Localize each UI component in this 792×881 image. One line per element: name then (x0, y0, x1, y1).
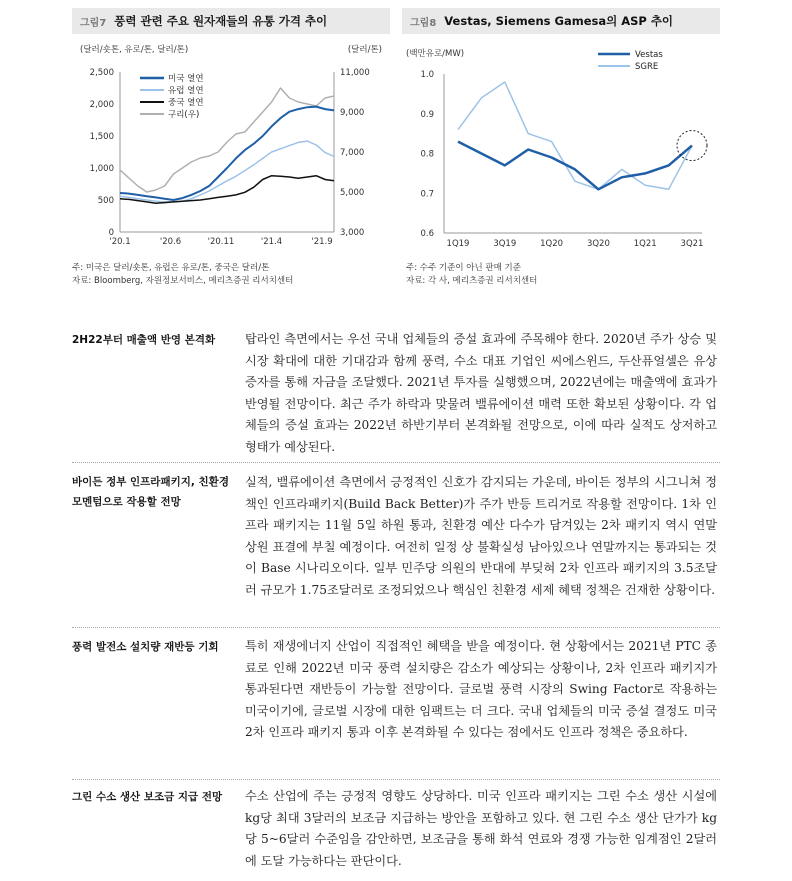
y-right-tick-label: 7,000 (340, 148, 365, 158)
figure-right-header (402, 8, 720, 34)
y-left-tick-label: 1,000 (89, 164, 114, 174)
x-tick-label: '20.6 (159, 237, 182, 247)
y-tick-label: 1.0 (420, 70, 434, 80)
section-2-heading: 바이든 정부 인프라패키지, 친환경 모멘텀으로 작용할 전망 (72, 476, 229, 508)
section-divider (72, 462, 720, 463)
y-right-tick-label: 3,000 (340, 228, 365, 238)
y-right-tick-label: 9,000 (340, 108, 365, 118)
y-left-tick-label: 2,500 (89, 68, 114, 78)
series-line-sgre (458, 82, 692, 189)
series-line-2 (120, 141, 334, 202)
x-tick-label: 3Q21 (680, 239, 704, 249)
figure-left-note: 주: 미국은 달러/숏톤, 유럽은 유로/톤, 중국은 달러/톤 (72, 263, 270, 273)
section-divider (72, 779, 720, 780)
figure-right-note: 주: 수주 기준이 아닌 판매 기준 (406, 263, 521, 273)
asp-chart (402, 40, 720, 255)
y-tick-label: 0.9 (420, 109, 434, 120)
section-2-body: 실적, 밸류에이션 측면에서 긍정적인 신호가 감지되는 가운데, 바이든 정부의 시그니쳐 정책인 인프라패키지(Build Back Better)가 주가 반등 트리거로 작용할 전망이다. 1차 인프라 패키지는 11월 5일 하원 통과, 친환경 예산 다수가 담겨있는 2차 패키지 역시 연말 상원 표결에 부칠 예정이다. 여전히 일정 상 불확실성 남아있으나 연말까지는 통과되는 것이 Base 시나리오이다. 일부 민주당 의원의 반대에 부딪혀 2차 인프라 패키지의 3.5조달러 규모가 1.75조달러로 조정되었으나 핵심인 친환경 세제 혜택 정책은 건재한 상황이다. (245, 475, 717, 597)
section-3-body: 특히 재생에너지 산업이 직접적인 혜택을 받을 예정이다. 현 상황에서는 2021년 PTC 종료로 인해 2022년 미국 풍력 설치량은 감소가 예상되는 상황이나, 2차 인프라 패키지가 통과된다면 재반등이 가능할 전망이다. 글로벌 풍력 시장의 Swing Factor로 작용하는 미국이기에, 글로벌 시장에 대한 임팩트는 더 크다. 국내 업체들의 미국 증설 결정도 미국 2차 인프라 패키지 통과 이후 본격화될 수 있다는 점에서도 인프라 정책은 중요하다. (245, 639, 717, 740)
y-tick-label: 0.6 (420, 229, 434, 239)
section-3-heading: 풍력 발전소 설치량 재반등 기회 (72, 641, 219, 653)
figure-right-number: 그림8 (410, 17, 437, 29)
x-tick-label: '20.11 (207, 237, 235, 247)
y-right-axis-label: (달러/톤) (347, 45, 382, 55)
legend-label: 미국 열연 (168, 74, 204, 84)
x-tick-label: 1Q20 (540, 239, 564, 249)
section-1-heading: 2H22부터 매출액 반영 본격화 (72, 334, 216, 346)
figure-right-source: 자료: 각 사, 메리츠증권 리서치센터 (406, 276, 538, 286)
section-4-body: 수소 산업에 주는 긍정적 영향도 상당하다. 미국 인프라 패키지는 그린 수소 생산 시설에 kg당 최대 3달러의 보조금 지급하는 방안을 포함하고 있다. 현 그린 수소 생산 단가가 kg당 5~6달러 수준임을 감안하면, 보조금을 통해 화석 연료와 경쟁 가능한 임계점인 2달러에 도달 가능하다는 판단이다. (245, 789, 717, 868)
series-line-4 (120, 88, 334, 192)
x-tick-label: '20.1 (109, 237, 131, 247)
y-left-tick-label: 1,500 (89, 132, 114, 142)
figure-right-notes (406, 262, 720, 288)
x-tick-label: 3Q20 (586, 239, 610, 249)
x-tick-label: 1Q19 (446, 239, 470, 249)
figure-right-title: Vestas, Siemens Gamesa의 ASP 추이 (444, 14, 674, 28)
x-tick-label: '21.4 (260, 237, 283, 247)
commodity-price-chart (72, 40, 390, 255)
legend-label: SGRE (635, 62, 659, 72)
y-axis-label: (백만유로/MW) (406, 49, 465, 59)
series-line-vestas (458, 142, 692, 190)
figure-left-number: 그림7 (80, 17, 107, 29)
section-divider (72, 627, 720, 628)
y-right-tick-label: 11,000 (340, 68, 370, 78)
legend-label: 구리(우) (168, 110, 200, 120)
y-left-tick-label: 0 (108, 228, 114, 238)
section-1-body: 탑라인 측면에서는 우선 국내 업체들의 증설 효과에 주목해야 한다. 2020년 주가 상승 및 시장 확대에 대한 기대감과 함께 풍력, 수소 대표 기업인 씨에스윈드, 두산퓨얼셀은 유상증자를 통해 자금을 조달했다. 2021년 투자를 실행했으며, 2022년에는 매출액에 효과가 반영될 전망이다. 최근 주가 하락과 맞물려 밸류에이션 매력 또한 확보된 상황이다. 각 업체들의 증설 효과는 2022년 하반기부터 본격화될 전망으로, 이에 따라 실적도 상저하고 형태가 예상된다. (245, 332, 717, 454)
y-tick-label: 0.7 (420, 189, 434, 200)
y-tick-label: 0.8 (420, 149, 434, 160)
x-tick-label: '21.9 (311, 237, 333, 247)
figure-left-title: 풍력 관련 주요 원자재들의 유통 가격 추이 (114, 14, 328, 28)
legend-label: 중국 열연 (168, 98, 204, 108)
series-line-1 (120, 107, 334, 200)
x-tick-label: 3Q19 (493, 239, 517, 249)
y-left-tick-label: 2,000 (89, 100, 114, 110)
legend-label: Vestas (635, 50, 663, 60)
legend-label: 유럽 열연 (168, 86, 204, 96)
section-4-heading: 그린 수소 생산 보조금 지급 전망 (72, 791, 223, 803)
figure-left-notes (72, 262, 390, 288)
x-tick-label: 1Q21 (633, 239, 657, 249)
figure-left-header (72, 8, 390, 34)
series-line-3 (120, 176, 334, 204)
y-right-tick-label: 5,000 (340, 188, 365, 198)
y-left-axis-label: (달러/숏톤, 유로/톤, 달러/톤) (80, 45, 189, 55)
figure-left-source: 자료: Bloomberg, 자원정보서비스, 메리츠증권 리서치센터 (72, 276, 294, 286)
y-left-tick-label: 500 (97, 196, 114, 206)
